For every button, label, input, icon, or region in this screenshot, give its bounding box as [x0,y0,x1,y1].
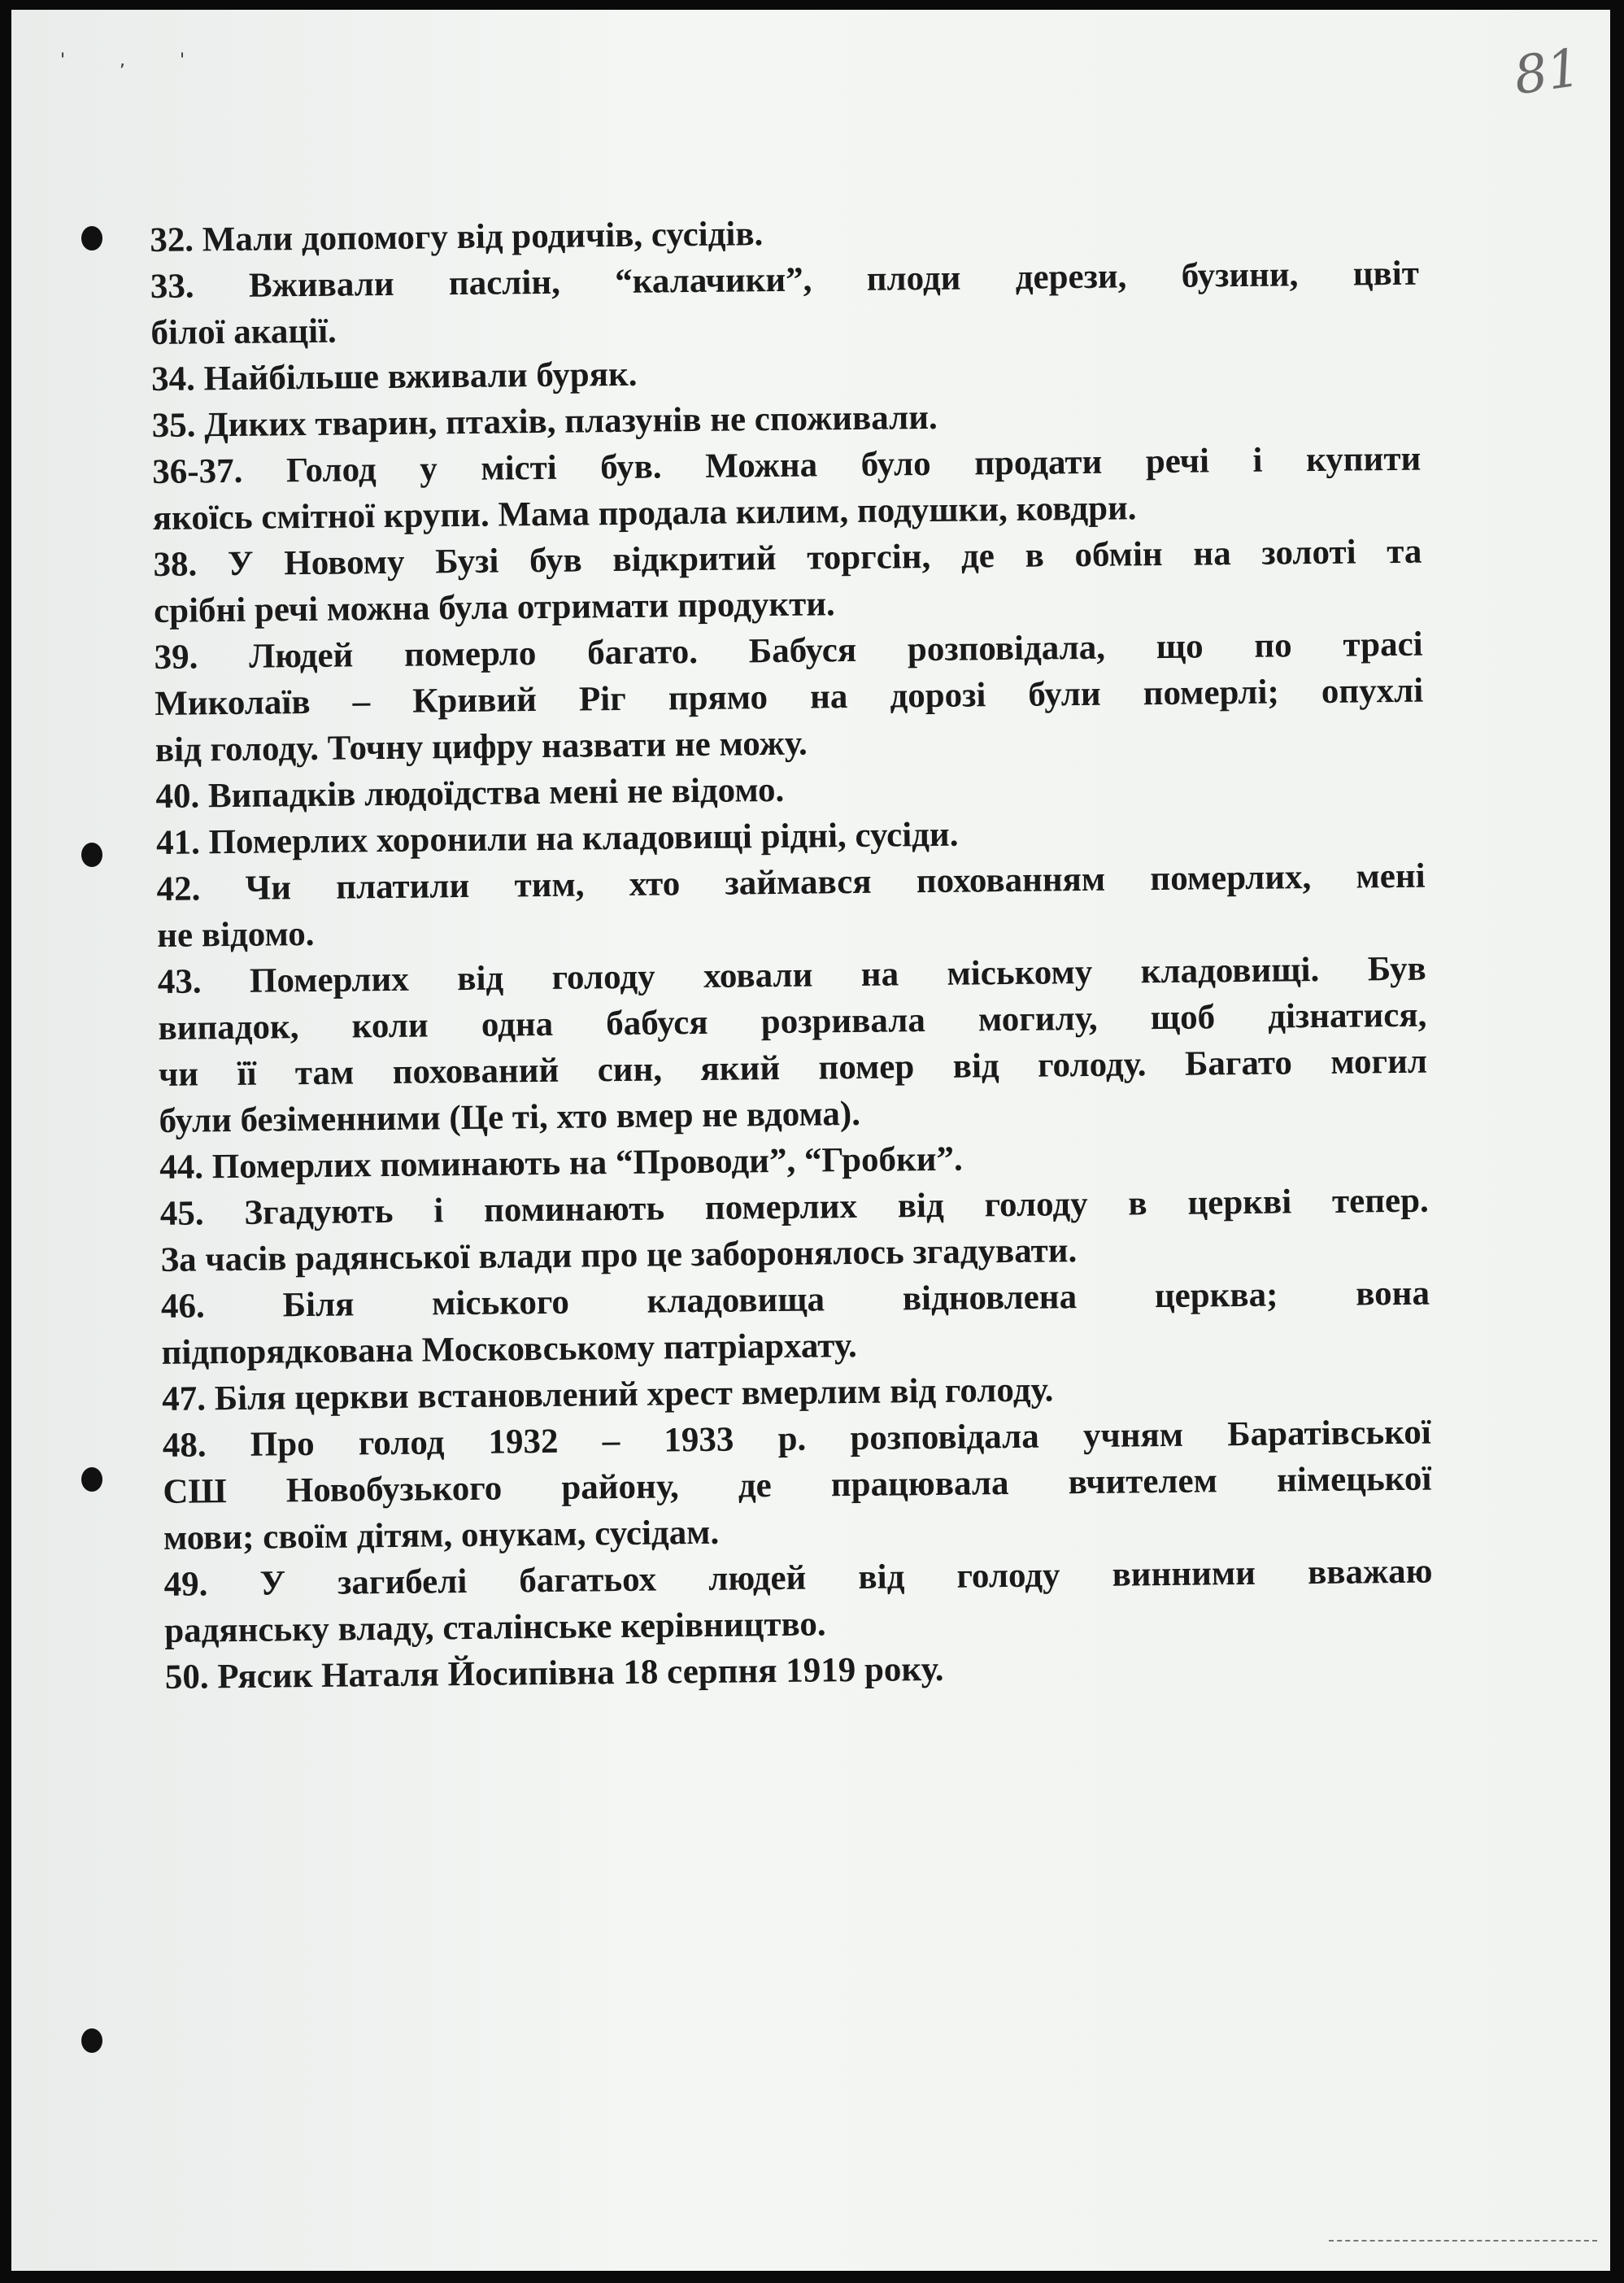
text-line: чи її там похований син, який помер від голоду. Багато могил [158,1042,1428,1094]
text-line: 32. Мали допомогу від родичів, сусідів. [150,215,764,259]
text-line: 38. У Новому Бузі був відкритий торгсін, де в обмін на золоті та [153,532,1422,584]
text-line: були безіменними (Це ті, хто вмер не вдома). [159,1094,861,1140]
document-body [150,204,1434,1701]
punch-hole [81,843,102,867]
answer-item [160,1178,1430,1283]
text-line: радянську владу, сталінське керівництво. [163,1605,826,1650]
text-line: випадок, коли одна бабуся розривала могилу, щоб дізнатися, [158,996,1427,1048]
text-line: підпорядкована Московському патріархату. [161,1326,858,1372]
text-line: 34. Найбільше вживали буряк. [150,355,638,399]
text-line: Миколаїв – Кривий Ріг прямо на дорозі були померлі; опухлі [155,671,1424,723]
text-line: 45. Згадують і поминають померлих від голоду в церкві тепер. [159,1181,1429,1233]
text-line: від голоду. Точну цифру назвати не можу. [155,724,808,769]
punch-hole [81,2028,102,2053]
text-line: не відомо. [157,914,315,955]
text-line: 49. У загибелі багатьох людей від голоду винними вважаю [163,1552,1433,1604]
text-line: срібні речі можна була отримати продукти. [153,585,836,630]
text-line: 35. Диких тварин, птахів, плазунів не споживали. [151,398,938,445]
text-line: 44. Померлих поминають на “Проводи”, “Гробки”. [159,1139,964,1187]
answer-item [156,853,1426,959]
text-line: 33. Вживали паслін, “калачики”, плоди дерези, бузини, цвіт [150,254,1420,306]
punch-hole [81,1467,102,1492]
text-line: мови; своїм дітям, онукам, сусідам. [163,1513,720,1558]
text-line: За часів радянської влади про це заборонялось згадувати. [160,1231,1078,1279]
text-line: 41. Померлих хоронили на кладовищі рідні, сусіди. [155,815,959,862]
answer-item [161,1270,1430,1376]
answer-item [153,529,1422,634]
answer-item [154,621,1424,773]
punch-hole [81,226,102,251]
answer-item [163,1409,1433,1562]
text-line: 40. Випадків людоїдства мені не відомо. [155,770,785,816]
text-line: 46. Біля міського кладовища відновлена церква; вона [160,1274,1430,1326]
text-line: 43. Померлих від голоду ховали на міському кладовищі. Був [157,949,1427,1001]
answer-item [163,1549,1433,1654]
text-line: 36-37. Голод у місті був. Можна було продати речі і купити [152,439,1422,491]
text-line: 39. Людей померло багато. Бабуся розповідала, що по трасі [154,625,1423,677]
text-line: якоїсь смітної крупи. Мама продала килим, подушки, ковдри. [152,489,1137,538]
text-line: 47. Біля церкви встановлений хрест вмерлим від голоду. [161,1370,1054,1418]
text-line: 48. Про голод 1932 – 1933 р. розповідала учням Баратівської [162,1413,1431,1465]
text-line: білої акації. [150,312,337,352]
edge-mark [1329,2240,1597,2242]
handwritten-page-number: 81 [1510,37,1585,107]
text-line: 42. Чи платили тим, хто займався похованням померлих, мені [156,856,1426,908]
text-line: 50. Рясик Наталя Йосипівна 18 серпня 1919 року. [164,1649,944,1697]
scanned-page [11,10,1610,2271]
scan-specks: ' , ' [60,50,210,71]
answer-item [152,436,1422,542]
answer-item [158,946,1428,1144]
text-line: СШ Новобузького району, де працювала вчителем німецької [163,1459,1432,1511]
answer-item [150,251,1420,356]
